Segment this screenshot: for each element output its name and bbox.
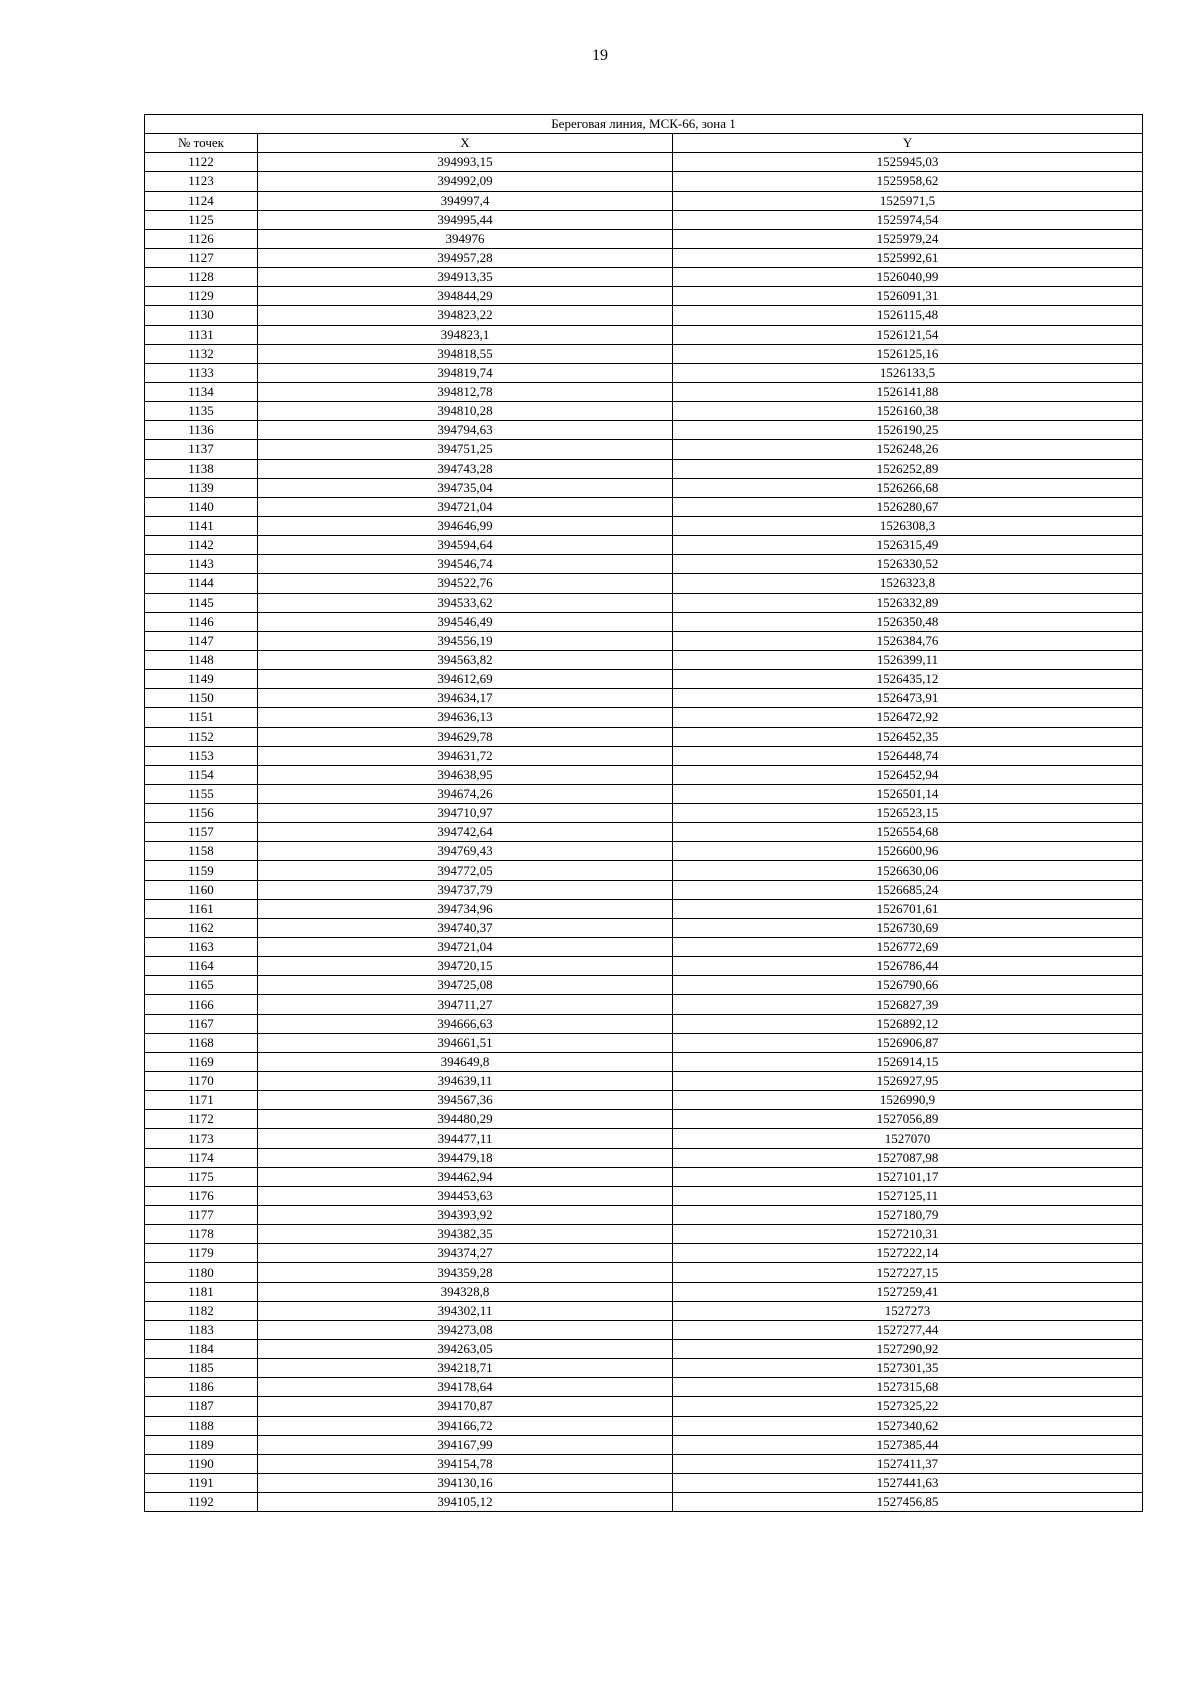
table-row [145,918,1143,937]
point-number-cell: 1159 [145,861,258,880]
x-coordinate-cell: 394711,27 [258,995,673,1014]
table-row [145,536,1143,555]
point-number-cell: 1166 [145,995,258,1014]
table-row [145,325,1143,344]
table-row [145,1014,1143,1033]
table-row [145,382,1143,401]
x-coordinate-cell: 394823,22 [258,306,673,325]
x-coordinate-cell: 394957,28 [258,248,673,267]
table-row [145,957,1143,976]
y-coordinate-cell: 1526190,25 [673,421,1143,440]
point-number-cell: 1169 [145,1052,258,1071]
point-number-cell: 1179 [145,1244,258,1263]
x-coordinate-cell: 394993,15 [258,153,673,172]
x-coordinate-cell: 394666,63 [258,1014,673,1033]
point-number-cell: 1176 [145,1186,258,1205]
y-coordinate-cell: 1526315,49 [673,536,1143,555]
y-coordinate-cell: 1527340,62 [673,1416,1143,1435]
x-coordinate-cell: 394638,95 [258,765,673,784]
table-row [145,344,1143,363]
x-coordinate-cell: 394594,64 [258,536,673,555]
point-number-cell: 1164 [145,957,258,976]
x-coordinate-cell: 394720,15 [258,957,673,976]
point-number-cell: 1190 [145,1454,258,1473]
table-row [145,804,1143,823]
point-number-cell: 1124 [145,191,258,210]
point-number-cell: 1173 [145,1129,258,1148]
y-coordinate-cell: 1526350,48 [673,612,1143,631]
x-coordinate-cell: 394393,92 [258,1206,673,1225]
y-coordinate-cell: 1526160,38 [673,402,1143,421]
y-coordinate-cell: 1526452,94 [673,765,1143,784]
point-number-cell: 1157 [145,823,258,842]
point-number-cell: 1122 [145,153,258,172]
x-coordinate-cell: 394769,43 [258,842,673,861]
table-row [145,402,1143,421]
y-coordinate-cell: 1526701,61 [673,899,1143,918]
table-row [145,708,1143,727]
point-number-cell: 1144 [145,574,258,593]
y-coordinate-cell: 1526266,68 [673,478,1143,497]
page-number: 19 [592,47,608,64]
x-coordinate-cell: 394743,28 [258,459,673,478]
x-coordinate-cell: 394533,62 [258,593,673,612]
y-coordinate-cell: 1526554,68 [673,823,1143,842]
table-row [145,1167,1143,1186]
table-row [145,459,1143,478]
table-row [145,823,1143,842]
x-coordinate-cell: 394649,8 [258,1052,673,1071]
point-number-cell: 1156 [145,804,258,823]
x-coordinate-cell: 394636,13 [258,708,673,727]
table-row [145,1129,1143,1148]
table-row [145,555,1143,574]
point-number-cell: 1186 [145,1378,258,1397]
table-row [145,1148,1143,1167]
point-number-cell: 1154 [145,765,258,784]
table-row [145,1225,1143,1244]
point-number-cell: 1162 [145,918,258,937]
y-coordinate-cell: 1526914,15 [673,1052,1143,1071]
x-coordinate-cell: 394772,05 [258,861,673,880]
x-coordinate-cell: 394661,51 [258,1033,673,1052]
table-row [145,861,1143,880]
x-coordinate-cell: 394218,71 [258,1359,673,1378]
header-x: X [258,134,673,153]
table-row [145,516,1143,535]
x-coordinate-cell: 394629,78 [258,727,673,746]
table-row [145,363,1143,382]
x-coordinate-cell: 394374,27 [258,1244,673,1263]
table-row [145,210,1143,229]
point-number-cell: 1138 [145,459,258,478]
table-row [145,1340,1143,1359]
y-coordinate-cell: 1527180,79 [673,1206,1143,1225]
point-number-cell: 1127 [145,248,258,267]
x-coordinate-cell: 394794,63 [258,421,673,440]
point-number-cell: 1181 [145,1282,258,1301]
point-number-cell: 1189 [145,1435,258,1454]
x-coordinate-cell: 394480,29 [258,1110,673,1129]
table-row [145,421,1143,440]
table-row [145,440,1143,459]
header-point-number: № точек [145,134,258,153]
y-coordinate-cell: 1526091,31 [673,287,1143,306]
point-number-cell: 1136 [145,421,258,440]
y-coordinate-cell: 1526990,9 [673,1091,1143,1110]
x-coordinate-cell: 394302,11 [258,1301,673,1320]
x-coordinate-cell: 394844,29 [258,287,673,306]
y-coordinate-cell: 1526786,44 [673,957,1143,976]
point-number-cell: 1147 [145,631,258,650]
y-coordinate-cell: 1525958,62 [673,172,1143,191]
x-coordinate-cell: 394751,25 [258,440,673,459]
x-coordinate-cell: 394646,99 [258,516,673,535]
table-row [145,727,1143,746]
y-coordinate-cell: 1525992,61 [673,248,1143,267]
table-row [145,1091,1143,1110]
table-row [145,1301,1143,1320]
point-number-cell: 1191 [145,1473,258,1492]
table-row [145,938,1143,957]
table-row [145,1206,1143,1225]
point-number-cell: 1126 [145,229,258,248]
x-coordinate-cell: 394105,12 [258,1493,673,1512]
y-coordinate-cell: 1526630,06 [673,861,1143,880]
y-coordinate-cell: 1526330,52 [673,555,1143,574]
x-coordinate-cell: 394734,96 [258,899,673,918]
point-number-cell: 1133 [145,363,258,382]
point-number-cell: 1129 [145,287,258,306]
point-number-cell: 1168 [145,1033,258,1052]
y-coordinate-cell: 1526332,89 [673,593,1143,612]
table-row [145,1110,1143,1129]
y-coordinate-cell: 1526125,16 [673,344,1143,363]
point-number-cell: 1148 [145,650,258,669]
x-coordinate-cell: 394810,28 [258,402,673,421]
y-coordinate-cell: 1526308,3 [673,516,1143,535]
table-row [145,268,1143,287]
y-coordinate-cell: 1527222,14 [673,1244,1143,1263]
table-row [145,287,1143,306]
y-coordinate-cell: 1527411,37 [673,1454,1143,1473]
table-title-row [145,115,1143,134]
y-coordinate-cell: 1526472,92 [673,708,1143,727]
x-coordinate-cell: 394567,36 [258,1091,673,1110]
y-coordinate-cell: 1527273 [673,1301,1143,1320]
point-number-cell: 1143 [145,555,258,574]
y-coordinate-cell: 1527227,15 [673,1263,1143,1282]
point-number-cell: 1140 [145,497,258,516]
x-coordinate-cell: 394556,19 [258,631,673,650]
point-number-cell: 1151 [145,708,258,727]
y-coordinate-cell: 1526685,24 [673,880,1143,899]
table-row [145,631,1143,650]
point-number-cell: 1167 [145,1014,258,1033]
x-coordinate-cell: 394740,37 [258,918,673,937]
point-number-cell: 1131 [145,325,258,344]
y-coordinate-cell: 1527441,63 [673,1473,1143,1492]
point-number-cell: 1172 [145,1110,258,1129]
y-coordinate-cell: 1526827,39 [673,995,1143,1014]
point-number-cell: 1165 [145,976,258,995]
table-row [145,612,1143,631]
point-number-cell: 1135 [145,402,258,421]
point-number-cell: 1171 [145,1091,258,1110]
y-coordinate-cell: 1526906,87 [673,1033,1143,1052]
point-number-cell: 1158 [145,842,258,861]
point-number-cell: 1170 [145,1072,258,1091]
y-coordinate-cell: 1526730,69 [673,918,1143,937]
point-number-cell: 1132 [145,344,258,363]
point-number-cell: 1152 [145,727,258,746]
x-coordinate-cell: 394359,28 [258,1263,673,1282]
x-coordinate-cell: 394263,05 [258,1340,673,1359]
y-coordinate-cell: 1527315,68 [673,1378,1143,1397]
x-coordinate-cell: 394819,74 [258,363,673,382]
point-number-cell: 1185 [145,1359,258,1378]
point-number-cell: 1187 [145,1397,258,1416]
x-coordinate-cell: 394382,35 [258,1225,673,1244]
x-coordinate-cell: 394737,79 [258,880,673,899]
x-coordinate-cell: 394167,99 [258,1435,673,1454]
point-number-cell: 1130 [145,306,258,325]
x-coordinate-cell: 394742,64 [258,823,673,842]
table-row [145,1052,1143,1071]
x-coordinate-cell: 394166,72 [258,1416,673,1435]
table-row [145,670,1143,689]
point-number-cell: 1175 [145,1167,258,1186]
point-number-cell: 1153 [145,746,258,765]
x-coordinate-cell: 394725,08 [258,976,673,995]
table-row [145,976,1143,995]
point-number-cell: 1137 [145,440,258,459]
point-number-cell: 1174 [145,1148,258,1167]
table-row [145,995,1143,1014]
point-number-cell: 1128 [145,268,258,287]
table-body [145,153,1143,1512]
table-row [145,306,1143,325]
x-coordinate-cell: 394328,8 [258,1282,673,1301]
y-coordinate-cell: 1527101,17 [673,1167,1143,1186]
table-row [145,842,1143,861]
table-row [145,1435,1143,1454]
table-row [145,1033,1143,1052]
table-header-row [145,134,1143,153]
y-coordinate-cell: 1526252,89 [673,459,1143,478]
table-row [145,880,1143,899]
y-coordinate-cell: 1527301,35 [673,1359,1143,1378]
point-number-cell: 1145 [145,593,258,612]
y-coordinate-cell: 1526384,76 [673,631,1143,650]
header-y: Y [673,134,1143,153]
x-coordinate-cell: 394154,78 [258,1454,673,1473]
x-coordinate-cell: 394462,94 [258,1167,673,1186]
point-number-cell: 1125 [145,210,258,229]
point-number-cell: 1134 [145,382,258,401]
y-coordinate-cell: 1527277,44 [673,1320,1143,1339]
x-coordinate-cell: 394721,04 [258,938,673,957]
y-coordinate-cell: 1526473,91 [673,689,1143,708]
x-coordinate-cell: 394674,26 [258,784,673,803]
point-number-cell: 1180 [145,1263,258,1282]
point-number-cell: 1177 [145,1206,258,1225]
x-coordinate-cell: 394178,64 [258,1378,673,1397]
point-number-cell: 1183 [145,1320,258,1339]
table-row [145,689,1143,708]
point-number-cell: 1123 [145,172,258,191]
y-coordinate-cell: 1526501,14 [673,784,1143,803]
table-row [145,899,1143,918]
table-row [145,1378,1143,1397]
y-coordinate-cell: 1525945,03 [673,153,1143,172]
y-coordinate-cell: 1526280,67 [673,497,1143,516]
table-row [145,1072,1143,1091]
point-number-cell: 1192 [145,1493,258,1512]
table-row [145,593,1143,612]
y-coordinate-cell: 1527259,41 [673,1282,1143,1301]
table-row [145,478,1143,497]
table-row [145,1397,1143,1416]
y-coordinate-cell: 1527056,89 [673,1110,1143,1129]
point-number-cell: 1150 [145,689,258,708]
table-row [145,153,1143,172]
table-row [145,1320,1143,1339]
table-row [145,248,1143,267]
table-row [145,1244,1143,1263]
table-row [145,574,1143,593]
point-number-cell: 1142 [145,536,258,555]
y-coordinate-cell: 1526600,96 [673,842,1143,861]
table-row [145,1473,1143,1492]
y-coordinate-cell: 1526772,69 [673,938,1143,957]
table-row [145,172,1143,191]
y-coordinate-cell: 1526323,8 [673,574,1143,593]
table-row [145,497,1143,516]
y-coordinate-cell: 1526121,54 [673,325,1143,344]
x-coordinate-cell: 394997,4 [258,191,673,210]
x-coordinate-cell: 394823,1 [258,325,673,344]
table-row [145,1282,1143,1301]
point-number-cell: 1149 [145,670,258,689]
table-row [145,1454,1143,1473]
table-row [145,1359,1143,1378]
point-number-cell: 1161 [145,899,258,918]
y-coordinate-cell: 1527125,11 [673,1186,1143,1205]
x-coordinate-cell: 394721,04 [258,497,673,516]
y-coordinate-cell: 1526790,66 [673,976,1143,995]
x-coordinate-cell: 394812,78 [258,382,673,401]
table-row [145,1416,1143,1435]
table-row [145,650,1143,669]
point-number-cell: 1182 [145,1301,258,1320]
y-coordinate-cell: 1526399,11 [673,650,1143,669]
point-number-cell: 1184 [145,1340,258,1359]
y-coordinate-cell: 1526452,35 [673,727,1143,746]
y-coordinate-cell: 1526141,88 [673,382,1143,401]
table-row [145,1493,1143,1512]
x-coordinate-cell: 394477,11 [258,1129,673,1148]
x-coordinate-cell: 394546,74 [258,555,673,574]
point-number-cell: 1163 [145,938,258,957]
table-row [145,1186,1143,1205]
x-coordinate-cell: 394273,08 [258,1320,673,1339]
x-coordinate-cell: 394634,17 [258,689,673,708]
y-coordinate-cell: 1527325,22 [673,1397,1143,1416]
x-coordinate-cell: 394639,11 [258,1072,673,1091]
x-coordinate-cell: 394992,09 [258,172,673,191]
x-coordinate-cell: 394479,18 [258,1148,673,1167]
point-number-cell: 1155 [145,784,258,803]
table-row [145,191,1143,210]
point-number-cell: 1141 [145,516,258,535]
y-coordinate-cell: 1527210,31 [673,1225,1143,1244]
table-row [145,1263,1143,1282]
table-row [145,746,1143,765]
y-coordinate-cell: 1527456,85 [673,1493,1143,1512]
point-number-cell: 1160 [145,880,258,899]
x-coordinate-cell: 394170,87 [258,1397,673,1416]
y-coordinate-cell: 1526248,26 [673,440,1143,459]
point-number-cell: 1146 [145,612,258,631]
y-coordinate-cell: 1526435,12 [673,670,1143,689]
point-number-cell: 1178 [145,1225,258,1244]
y-coordinate-cell: 1526040,99 [673,268,1143,287]
x-coordinate-cell: 394612,69 [258,670,673,689]
y-coordinate-cell: 1526115,48 [673,306,1143,325]
x-coordinate-cell: 394546,49 [258,612,673,631]
x-coordinate-cell: 394130,16 [258,1473,673,1492]
x-coordinate-cell: 394995,44 [258,210,673,229]
y-coordinate-cell: 1526892,12 [673,1014,1143,1033]
y-coordinate-cell: 1526523,15 [673,804,1143,823]
y-coordinate-cell: 1525979,24 [673,229,1143,248]
x-coordinate-cell: 394913,35 [258,268,673,287]
y-coordinate-cell: 1525974,54 [673,210,1143,229]
table-row [145,784,1143,803]
y-coordinate-cell: 1526448,74 [673,746,1143,765]
table-row [145,229,1143,248]
y-coordinate-cell: 1526927,95 [673,1072,1143,1091]
y-coordinate-cell: 1527070 [673,1129,1143,1148]
x-coordinate-cell: 394631,72 [258,746,673,765]
y-coordinate-cell: 1526133,5 [673,363,1143,382]
point-number-cell: 1188 [145,1416,258,1435]
x-coordinate-cell: 394710,97 [258,804,673,823]
x-coordinate-cell: 394453,63 [258,1186,673,1205]
x-coordinate-cell: 394735,04 [258,478,673,497]
y-coordinate-cell: 1527385,44 [673,1435,1143,1454]
x-coordinate-cell: 394563,82 [258,650,673,669]
coordinates-table [144,114,1143,1512]
x-coordinate-cell: 394818,55 [258,344,673,363]
y-coordinate-cell: 1527290,92 [673,1340,1143,1359]
table-title: Береговая линия, МСК-66, зона 1 [145,115,1143,134]
point-number-cell: 1139 [145,478,258,497]
x-coordinate-cell: 394522,76 [258,574,673,593]
table-row [145,765,1143,784]
x-coordinate-cell: 394976 [258,229,673,248]
y-coordinate-cell: 1525971,5 [673,191,1143,210]
y-coordinate-cell: 1527087,98 [673,1148,1143,1167]
